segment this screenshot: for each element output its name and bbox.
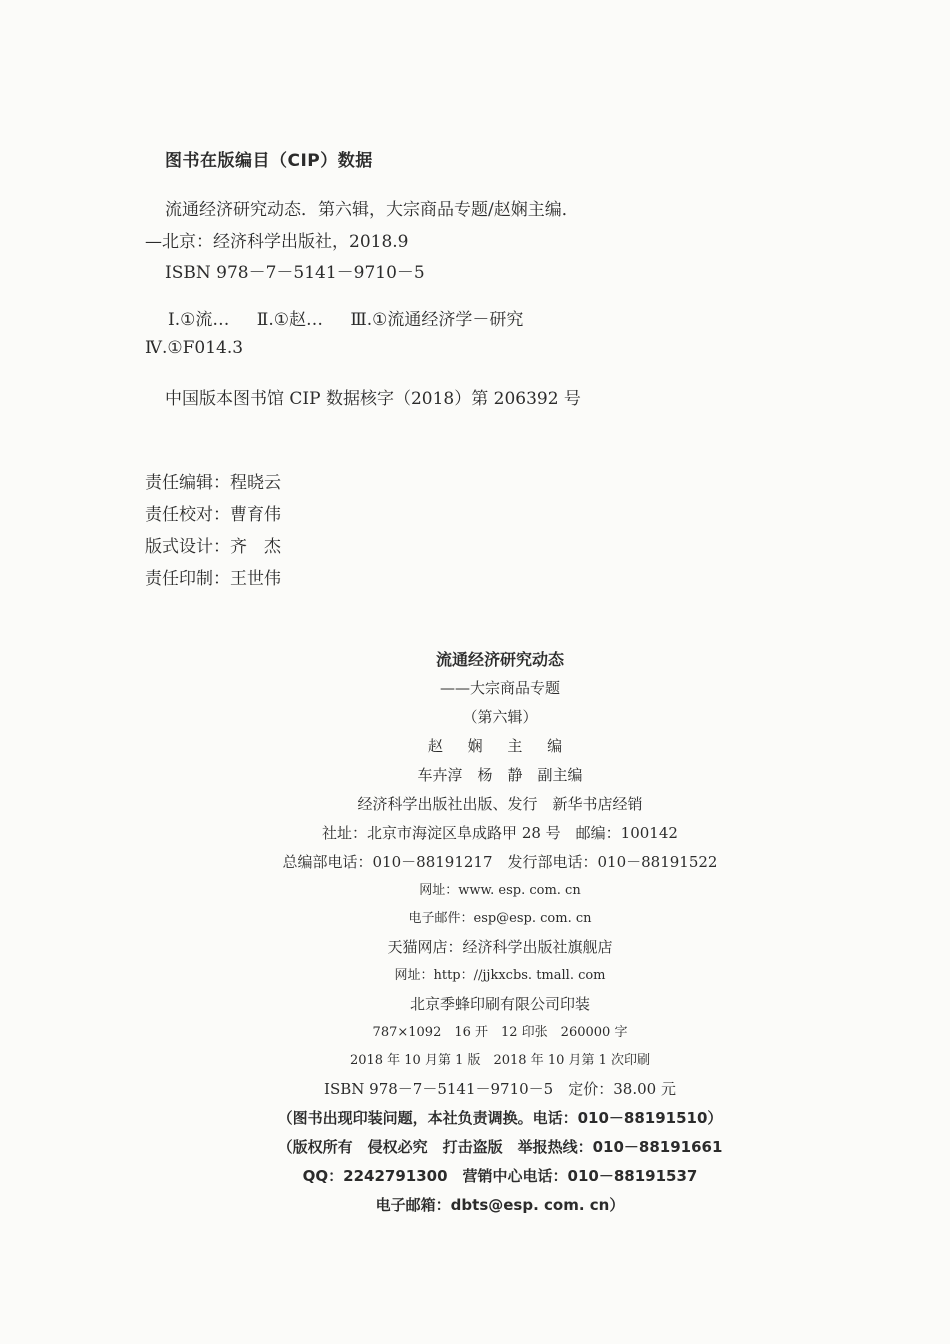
cip-heading: 图书在版编目（CIP）数据 xyxy=(165,151,373,171)
cip-book-entry: 流通经济研究动态．第六辑，大宗商品专题/赵娴主编． xyxy=(165,200,579,220)
staff-printing: 责任印制：王世伟 xyxy=(145,569,281,589)
tmall-url: 网址：http：//jjkxcbs. tmall. com xyxy=(394,968,606,983)
tmall-store: 天猫网店：经济科学出版社旗舰店 xyxy=(387,938,613,956)
cip-verification: 中国版本图书馆 CIP 数据核字（2018）第 206392 号 xyxy=(165,389,581,409)
book-volume: （第六辑） xyxy=(462,708,538,726)
publisher-line: 经济科学出版社出版、发行 新华书店经销 xyxy=(357,795,643,813)
publisher-website: 网址：www. esp. com. cn xyxy=(419,883,581,898)
colophon xyxy=(0,645,950,1220)
staff-editor: 责任编辑：程晓云 xyxy=(145,473,281,493)
book-subtitle: ——大宗商品专题 xyxy=(439,679,560,697)
cip-publisher-line: —北京：经济科学出版社，2018.9 xyxy=(145,232,409,252)
notice-printing-issue: （图书出现印装问题，本社负责调换。电话：010－88191510） xyxy=(277,1109,723,1127)
cip-class-number: Ⅳ.①F014.3 xyxy=(145,338,244,358)
staff-designer: 版式设计：齐 杰 xyxy=(145,537,281,557)
edition-info: 2018 年 10 月第 1 版 2018 年 10 月第 1 次印刷 xyxy=(349,1053,651,1068)
cip-classification xyxy=(168,305,545,330)
printer: 北京季蜂印刷有限公司印装 xyxy=(409,995,590,1013)
book-format: 787×1092 16 开 12 印张 260000 字 xyxy=(372,1025,628,1040)
cip-isbn: ISBN 978－7－5141－9710－5 xyxy=(165,263,425,283)
chief-editor: 赵 娴 主 编 xyxy=(427,737,573,755)
cip-class-item: Ⅱ.①赵… xyxy=(256,310,323,330)
publisher-email: 电子邮件：esp@esp. com. cn xyxy=(408,911,592,926)
book-title: 流通经济研究动态 xyxy=(435,650,564,669)
deputy-editors: 车卉淳 杨 静 副主编 xyxy=(417,766,583,784)
staff-proofreader: 责任校对：曹育伟 xyxy=(145,505,281,525)
cip-class-item: Ⅲ.①流通经济学－研究 xyxy=(350,310,524,330)
publisher-address: 社址：北京市海淀区阜成路甲 28 号 邮编：100142 xyxy=(322,824,678,842)
notice-email: 电子邮箱：dbts@esp. com. cn） xyxy=(375,1196,625,1214)
cip-class-item: Ⅰ.①流… xyxy=(168,310,230,330)
notice-contact: QQ：2242791300 营销中心电话：010－88191537 xyxy=(302,1167,698,1185)
notice-copyright: （版权所有 侵权必究 打击盗版 举报热线：010－88191661 xyxy=(277,1138,723,1156)
publisher-phones: 总编部电话：010－88191217 发行部电话：010－88191522 xyxy=(282,853,718,871)
isbn-price: ISBN 978－7－5141－9710－5 定价：38.00 元 xyxy=(324,1080,676,1098)
